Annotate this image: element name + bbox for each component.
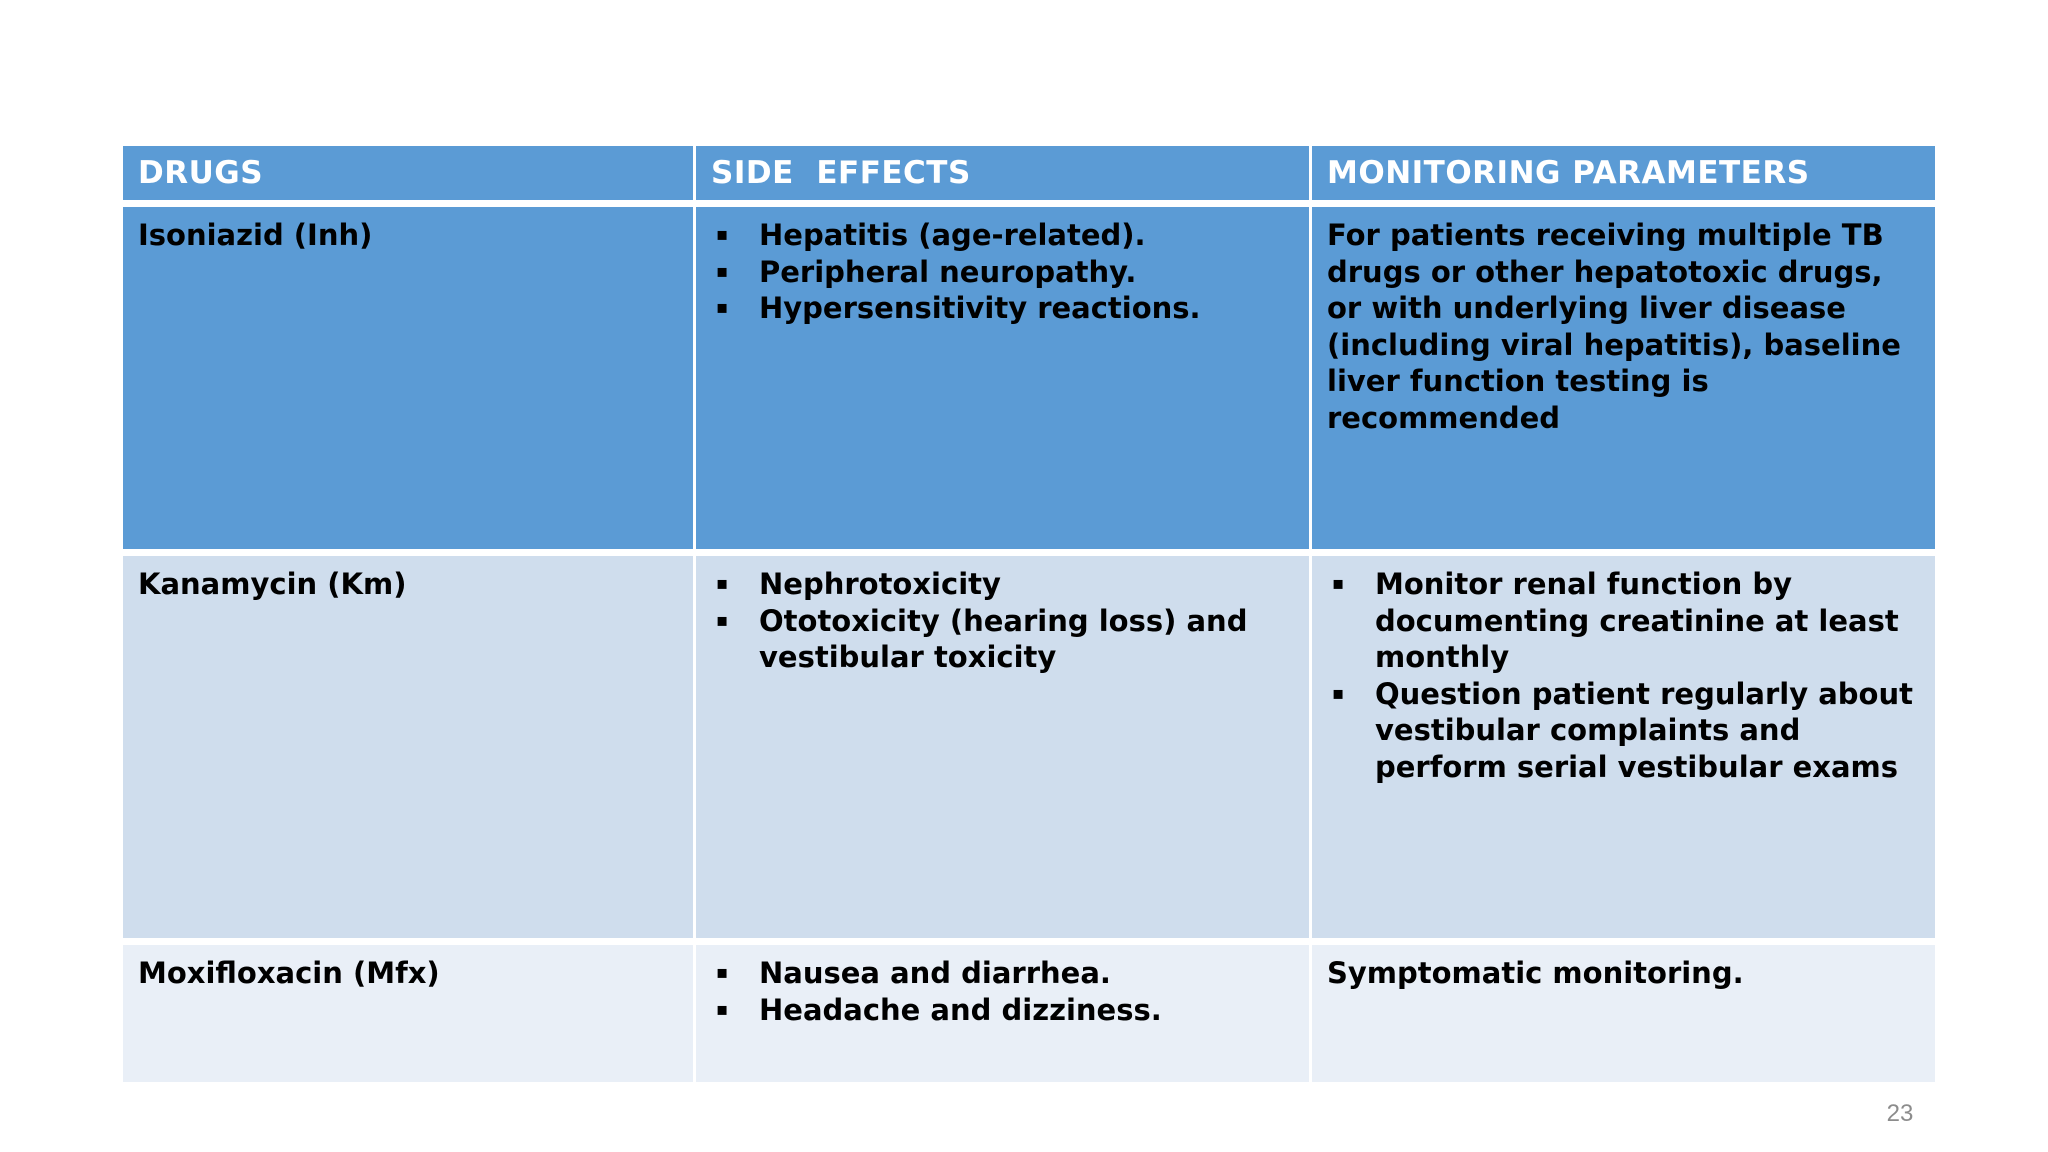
monitoring-cell-moxifloxacin: Symptomatic monitoring.: [1312, 945, 1935, 1082]
list-item: [1327, 676, 1921, 786]
list-item-text: Peripheral neuropathy.: [759, 254, 1137, 289]
list-item-text: Nausea and diarrhea.: [759, 956, 1111, 990]
list-item-text: Ototoxicity (hearing loss) and vestibular toxicity: [759, 603, 1248, 674]
drug-cell-moxifloxacin: Moxifloxacin (Mfx): [123, 945, 696, 1082]
row-divider: [123, 938, 1935, 945]
side-effects-cell-isoniazid: [696, 207, 1312, 549]
list-item-text: Question patient regularly about vestibular complaints and perform serial vestibular exams: [1375, 676, 1913, 784]
side-effects-list: [711, 566, 1295, 676]
header-monitoring-parameters: MONITORING PARAMETERS: [1312, 146, 1935, 200]
monitoring-cell-isoniazid: For patients receiving multiple TB drugs or other hepatotoxic drugs, or with underlying liver disease (including viral hepatitis), baseline liver function testing is recommended: [1312, 207, 1935, 549]
bullet-icon: ▪: [716, 609, 729, 631]
list-item: [711, 566, 1295, 603]
side-effects-list: [711, 955, 1295, 1028]
monitoring-cell-kanamycin: [1312, 556, 1935, 938]
page-number: 23: [1886, 1100, 1914, 1127]
list-item: [711, 955, 1295, 992]
list-item: [711, 290, 1295, 327]
list-item-text: Hypersensitivity reactions.: [759, 291, 1201, 325]
drug-cell-isoniazid: Isoniazid (Inh): [123, 207, 696, 549]
list-item: [711, 254, 1295, 291]
row-divider: [123, 549, 1935, 556]
side-effects-cell-moxifloxacin: [696, 945, 1312, 1082]
bullet-icon: ▪: [716, 962, 729, 983]
list-item: [711, 603, 1295, 676]
side-effects-list: [711, 217, 1295, 327]
drug-cell-kanamycin: Kanamycin (Km): [123, 556, 696, 938]
side-effects-cell-kanamycin: [696, 556, 1312, 938]
monitoring-list: [1327, 566, 1921, 785]
drug-table: [123, 146, 1935, 1082]
bullet-icon: ▪: [716, 224, 729, 245]
row-divider: [123, 200, 1935, 207]
bullet-icon: ▪: [716, 297, 729, 318]
bullet-icon: ▪: [716, 260, 729, 282]
bullet-icon: ▪: [1332, 682, 1345, 704]
list-item-text: Nephrotoxicity: [759, 567, 1001, 601]
header-drugs: DRUGS: [123, 146, 696, 200]
list-item: [711, 992, 1295, 1029]
header-side-effects: SIDE EFFECTS: [696, 146, 1312, 200]
list-item-text: Headache and dizziness.: [759, 992, 1162, 1027]
list-item-text: Hepatitis (age-related).: [759, 218, 1146, 252]
bullet-icon: ▪: [1332, 573, 1345, 594]
list-item-text: Monitor renal function by documenting creatinine at least monthly: [1375, 567, 1899, 674]
bullet-icon: ▪: [716, 998, 729, 1020]
bullet-icon: ▪: [716, 573, 729, 594]
list-item: [1327, 566, 1921, 676]
list-item: [711, 217, 1295, 254]
